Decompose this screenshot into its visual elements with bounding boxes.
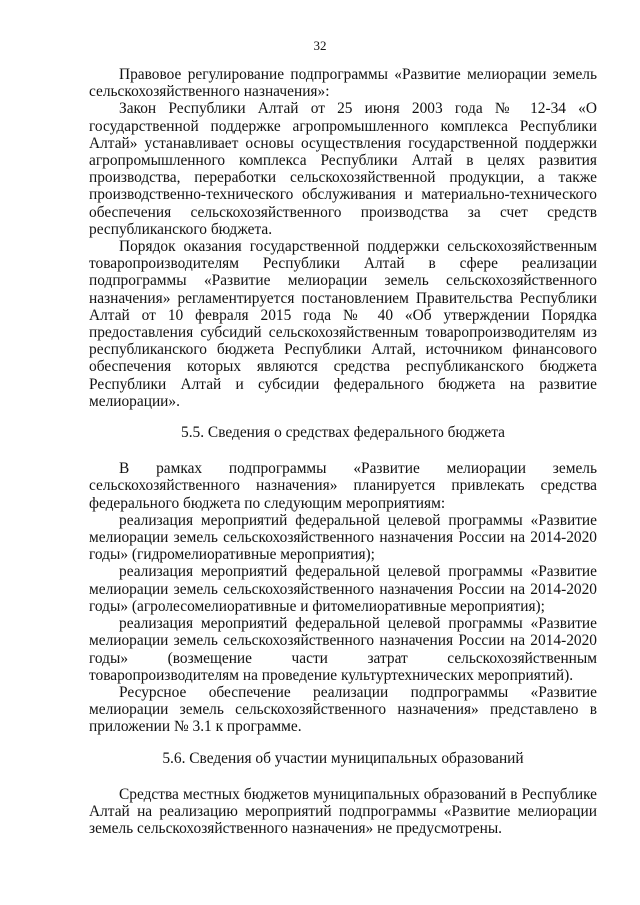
paragraph: Ресурсное обеспечение реализации подпрограммы «Развитие мелиорации земель сельскохозяйственного назначения» представлено в приложении № 3.1 к программе.: [89, 683, 597, 736]
paragraph: В рамках подпрограммы «Развитие мелиорации земель сельскохозяйственного назначения» планируется привлекать средства федерального бюджета по следующим мероприятиям:: [89, 460, 597, 512]
legal-regulation-section: [89, 66, 597, 410]
paragraph: Порядок оказания государственной поддержки сельскохозяйственным товаропроизводителям Республики Алтай в сфере реализации подпрограммы «Развитие мелиорации земель сельскохозяйственного назначения» регламентируется постановлением Правительства Республики Алтай от 10 февраля 2015 года № 40 «Об утверждении Порядка предоставления субсидий сельскохозяйственным товаропроизводителям из республиканского бюджета Республики Алтай, источником финансового обеспечения которых являются средства республиканского бюджета Республики Алтай и субсидии федерального бюджета на развитие мелиорации».: [89, 238, 597, 410]
list-item: реализация мероприятий федеральной целевой программы «Развитие мелиорации земель сельскохозяйственного назначения России на 2014-2020 годы» (гидромелиоративные мероприятия);: [89, 511, 597, 564]
section-heading-5-6: 5.6. Сведения об участии муниципальных образований: [162, 749, 524, 767]
list-item: реализация мероприятий федеральной целевой программы «Развитие мелиорации земель сельскохозяйственного назначения России на 2014-2020 годы» (агролесомелиоративные и фитомелиоративные мероприятия);: [89, 563, 597, 615]
list-item: реализация мероприятий федеральной целевой программы «Развитие мелиорации земель сельскохозяйственного назначения России на 2014-2020 годы» (возмещение части затрат сельскохозяйственным товаропроизводителям на проведение культуртехнических мероприятий).: [89, 615, 597, 684]
paragraph: Средства местных бюджетов муниципальных образований в Республике Алтай на реализацию мероприятий подпрограммы «Развитие мелиорации земель сельскохозяйственного назначения» не предусмотрены.: [89, 785, 597, 838]
paragraph: Правовое регулирование подпрограммы «Развитие мелиорации земель сельскохозяйственного назначения»:: [89, 66, 597, 101]
section-heading-5-5: 5.5. Сведения о средствах федерального бюджета: [181, 424, 505, 442]
municipal-participation-section: [89, 786, 597, 838]
federal-budget-section: [89, 460, 597, 735]
page-number: 32: [313, 38, 327, 53]
document-body: [89, 66, 597, 837]
paragraph: Закон Республики Алтай от 25 июня 2003 года № 12-34 «О государственной поддержке агропромышленного комплекса Республики Алтай» устанавливает основы осуществления государственной поддержки агропромышленного комплекса Республики Алтай в целях развития производства, переработки сельскохозяйственной продукции, а также производственно-технического обслуживания и материально-технического обеспечения сельскохозяйственного производства за счет средств республиканского бюджета.: [89, 100, 597, 238]
